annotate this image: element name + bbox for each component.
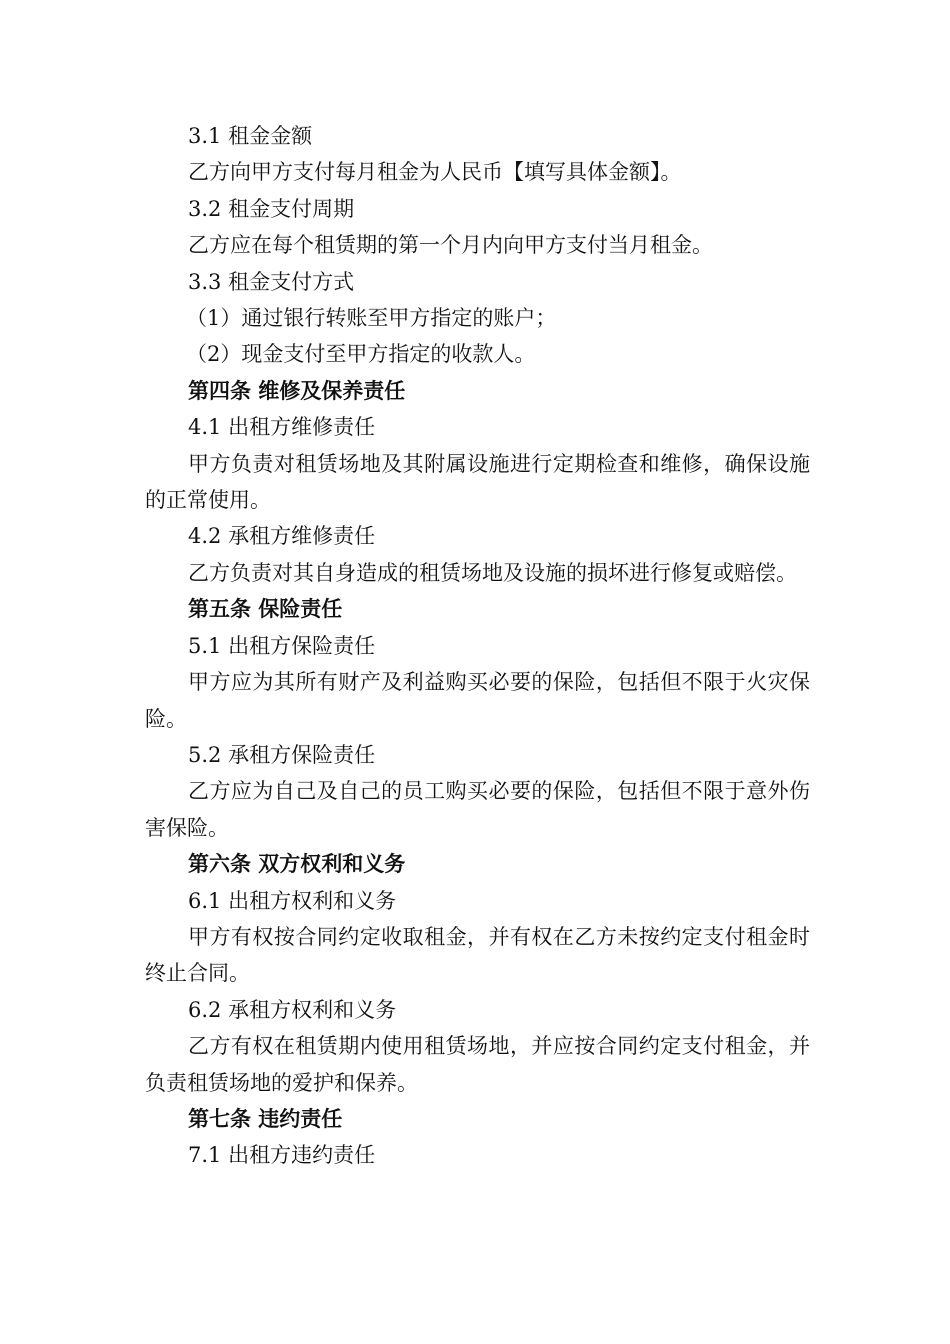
section-6-2-title: 6.2 承租方权利和义务	[188, 997, 397, 1022]
document-body	[145, 118, 810, 1174]
section-4-1-title: 4.1 出租方维修责任	[188, 415, 376, 440]
article-4-heading: 第四条 维修及保养责任	[188, 378, 406, 403]
payment-method-item-1: （1）通过银行转账至甲方指定的账户；	[186, 306, 557, 331]
section-3-1-title: 3.1 租金金额	[188, 124, 313, 148]
section-3-1-text: 乙方向甲方支付每月租金为人民币【填写具体金额】。	[188, 160, 682, 185]
section-3-2-text: 乙方应在每个租赁期的第一个月内向甲方支付当月租金。	[188, 233, 713, 258]
section-7-1-title: 7.1 出租方违约责任	[188, 1143, 376, 1168]
article-6-heading: 第六条 双方权利和义务	[188, 852, 406, 877]
section-6-1-text: 甲方有权按合同约定收取租金，并有权在乙方未按约定支付租金时终止合同。	[145, 924, 810, 986]
section-5-1-title: 5.1 出租方保险责任	[188, 633, 376, 658]
section-4-1-text: 甲方负责对租赁场地及其附属设施进行定期检查和维修，确保设施的正常使用。	[145, 451, 810, 513]
section-4-2-title: 4.2 承租方维修责任	[188, 524, 376, 549]
section-6-1-title: 6.1 出租方权利和义务	[188, 888, 397, 913]
section-5-1-text: 甲方应为其所有财产及利益购买必要的保险，包括但不限于火灾保险。	[145, 670, 810, 731]
section-4-2-text: 乙方负责对其自身造成的租赁场地及设施的损坏进行修复或赔偿。	[188, 560, 797, 585]
payment-method-item-2: （2）现金支付至甲方指定的收款人。	[186, 342, 536, 367]
section-5-2-title: 5.2 承租方保险责任	[188, 742, 376, 767]
section-3-2-title: 3.2 租金支付周期	[188, 196, 355, 221]
section-6-2-text: 乙方有权在租赁期内使用租赁场地，并应按合同约定支付租金，并负责租赁场地的爱护和保养。	[145, 1034, 810, 1095]
section-5-2-text: 乙方应为自己及自己的员工购买必要的保险，包括但不限于意外伤害保险。	[145, 779, 810, 840]
article-7-heading: 第七条 违约责任	[188, 1106, 343, 1131]
section-3-3-title: 3.3 租金支付方式	[188, 269, 355, 294]
article-5-heading: 第五条 保险责任	[188, 597, 343, 622]
